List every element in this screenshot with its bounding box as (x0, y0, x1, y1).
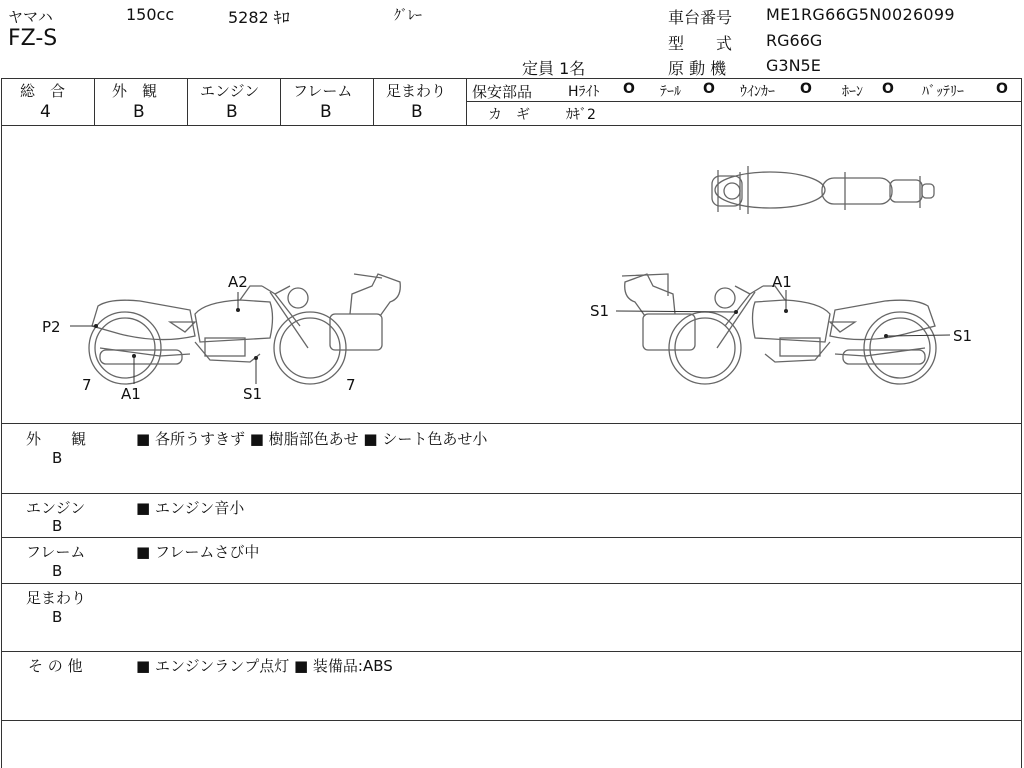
remark-exterior-label: 外 観 (26, 430, 87, 448)
displacement: 150cc (126, 5, 175, 24)
engine-model-value: G3N5E (766, 56, 821, 75)
bike-top-view (712, 166, 934, 214)
mark-right-s1-rear: S1 (953, 327, 973, 345)
safety-item-horn: ﾎｰﾝ (842, 84, 863, 100)
safety-item-battery: ﾊﾞｯﾃﾘｰ (922, 84, 964, 100)
frame-no-label: 車台番号 (668, 8, 733, 27)
remark-engine-label: エンジン (26, 499, 86, 517)
score-divider-3 (280, 78, 281, 125)
frame-value: B (320, 102, 332, 122)
suspension-label: 足まわり (386, 82, 447, 100)
remark-exterior-grade: B (52, 449, 63, 467)
type-label: 型 式 (668, 34, 733, 53)
remark-engine-grade: B (52, 517, 63, 535)
mark-left-7-rear: 7 (346, 376, 356, 394)
mark-right-s1-front: S1 (590, 302, 610, 320)
score-divider-2 (187, 78, 188, 125)
mark-left-s1: S1 (243, 385, 263, 403)
remarks-line-4 (1, 651, 1022, 652)
mileage: 5282 ｷﾛ (228, 8, 290, 27)
exterior-value: B (133, 102, 145, 122)
remarks-line-3 (1, 583, 1022, 584)
score-divider-1 (94, 78, 95, 125)
remarks-line-1 (1, 493, 1022, 494)
engine-label: エンジン (200, 82, 260, 100)
safety-status-winker: O (800, 81, 812, 97)
safety-status-horn: O (882, 81, 894, 97)
frame-label: フレーム (293, 82, 353, 100)
remark-exterior-text: ■ 各所うすきず ■ 樹脂部色あせ ■ シート色あせ小 (136, 430, 488, 448)
suspension-value: B (411, 102, 423, 122)
score-mid-line (466, 101, 1022, 102)
overall-label: 総 合 (20, 82, 66, 100)
bike-diagram (0, 126, 1024, 426)
color: ｸﾞﾚｰ (394, 8, 422, 24)
safety-item-headlight: Hﾗｲﾄ (568, 84, 600, 100)
remark-frame-grade: B (52, 562, 63, 580)
remark-engine-text: ■ エンジン音小 (136, 499, 245, 517)
safety-status-tail: O (703, 81, 715, 97)
score-top-line (1, 78, 1022, 79)
safety-item-tail: ﾃｰﾙ (660, 84, 681, 100)
engine-value: B (226, 102, 238, 122)
overall-value: 4 (40, 102, 51, 122)
mark-left-7-front: 7 (82, 376, 92, 394)
safety-item-winker: ｳｲﾝｶｰ (740, 84, 775, 100)
remarks-line-5 (1, 720, 1022, 721)
remark-suspension-grade: B (52, 608, 63, 626)
safety-status-headlight: O (623, 81, 635, 97)
engine-model-label: 原 動 機 (668, 59, 727, 78)
mark-left-p2: P2 (42, 318, 61, 336)
safety-status-battery: O (996, 81, 1008, 97)
maker: ヤマハ (8, 8, 53, 26)
remarks-line-2 (1, 537, 1022, 538)
remark-frame-label: フレーム (26, 543, 86, 561)
mark-left-a2: A2 (228, 273, 248, 291)
remark-other-text: ■ エンジンランプ点灯 ■ 装備品:ABS (136, 657, 393, 675)
exterior-label: 外 観 (112, 82, 158, 100)
frame-no: ME1RG66G5N0026099 (766, 5, 955, 24)
mark-left-a1: A1 (121, 385, 141, 403)
model-name: FZ-S (8, 26, 58, 51)
remark-suspension-label: 足まわり (26, 589, 87, 607)
score-divider-4 (373, 78, 374, 125)
key-label: カ ギ (488, 107, 530, 123)
mark-right-a1: A1 (772, 273, 792, 291)
key-value: ｶｷﾞ2 (566, 107, 596, 123)
type-value: RG66G (766, 31, 823, 50)
remark-other-label: そ の 他 (28, 657, 83, 675)
capacity: 定員 1名 (522, 59, 586, 78)
safety-label: 保安部品 (472, 83, 533, 101)
score-divider-5 (466, 78, 467, 125)
remark-frame-text: ■ フレームさび中 (136, 543, 260, 561)
